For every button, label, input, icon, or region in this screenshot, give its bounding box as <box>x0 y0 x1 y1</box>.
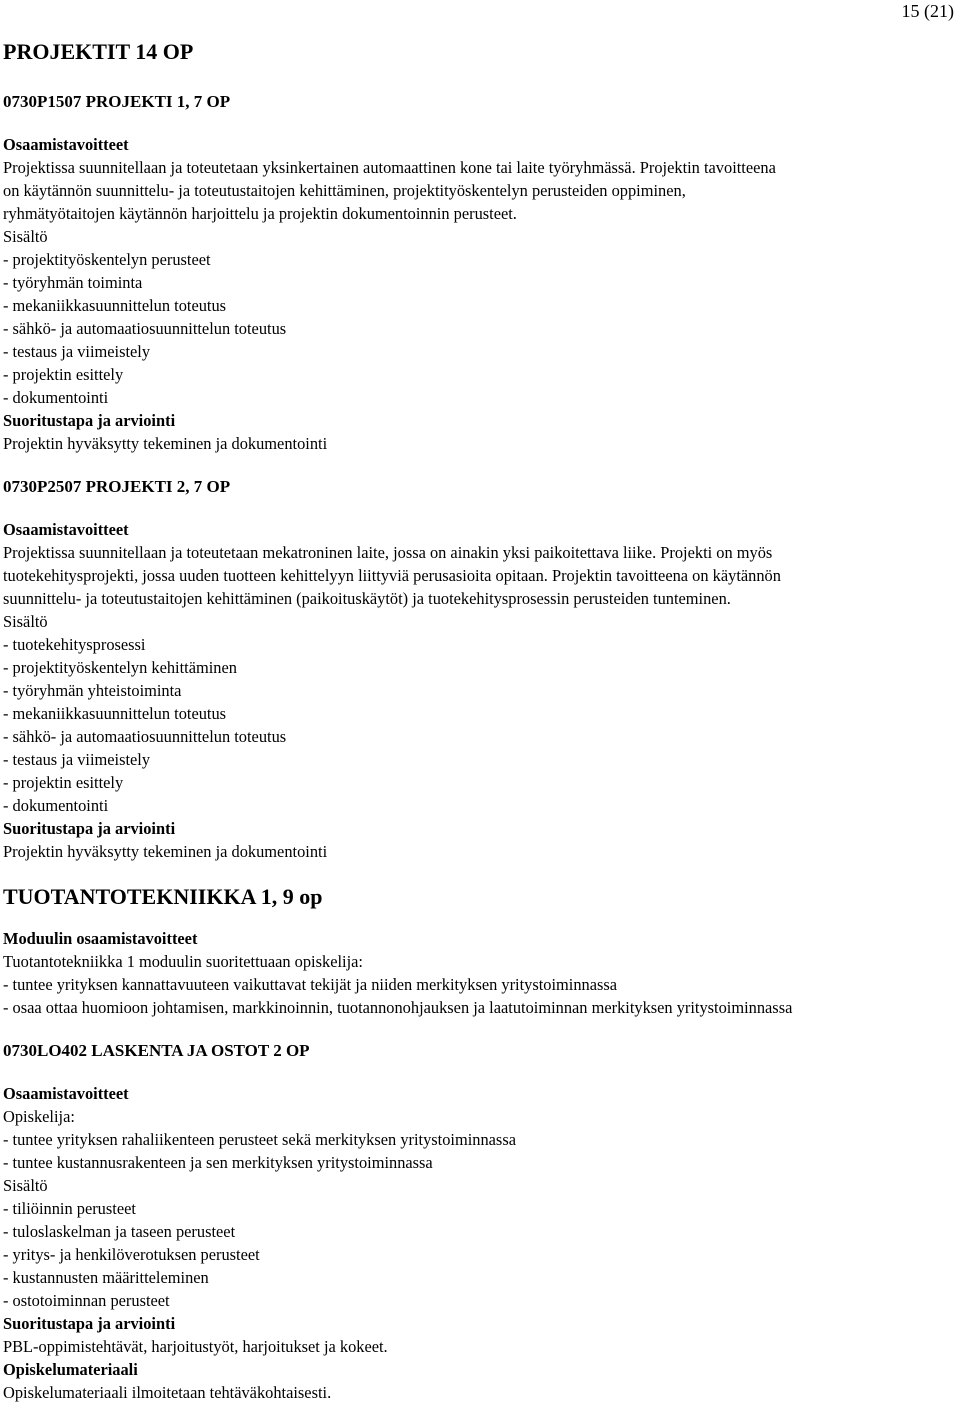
content-item: - testaus ja viimeistely <box>3 750 151 769</box>
assessment-label: Suoritustapa ja arviointi <box>3 411 176 430</box>
content-item: - sähkö- ja automaatiosuunnittelun toteutus <box>3 727 287 746</box>
goals-label: Osaamistavoitteet <box>3 1084 129 1103</box>
goals-label: Osaamistavoitteet <box>3 135 129 154</box>
module-heading: 0730P2507 PROJEKTI 2, 7 OP <box>3 477 231 496</box>
goals-line: ryhmätyötaitojen käytännön harjoittelu ja projektin dokumentoinnin perusteet. <box>3 204 517 223</box>
assessment-label: Suoritustapa ja arviointi <box>3 1314 176 1333</box>
content-item: - tuotekehitysprosessi <box>3 635 146 654</box>
content-item: - yritys- ja henkilöverotuksen perusteet <box>3 1245 260 1264</box>
goals-line: suunnittelu- ja toteutustaitojen kehittäminen (paikoituskäytöt) ja tuotekehitysprosessin perusteiden tunteminen. <box>3 589 731 608</box>
content-item: - kustannusten määritteleminen <box>3 1268 209 1287</box>
module-projekti-1 <box>3 90 957 455</box>
module-goals-item: - tuntee yrityksen kannattavuuteen vaikuttavat tekijät ja niiden merkityksen yritystoiminnassa <box>3 975 618 994</box>
content-item: - projektityöskentelyn perusteet <box>3 250 211 269</box>
page-title: PROJEKTIT 14 OP <box>3 39 194 64</box>
goals-line: tuotekehitysprojekti, jossa uuden tuotteen kehittelyyn liittyviä perusasioita opitaan. Projektin tavoitteena on käytännön <box>3 566 781 585</box>
content-item: - tuloslaskelman ja taseen perusteet <box>3 1222 236 1241</box>
goals-label: Osaamistavoitteet <box>3 520 129 539</box>
assessment-text: Projektin hyväksytty tekeminen ja dokumentointi <box>3 434 328 453</box>
assessment-text: Projektin hyväksytty tekeminen ja dokumentointi <box>3 842 328 861</box>
content-label: Sisältö <box>3 227 48 246</box>
content-item: - testaus ja viimeistely <box>3 342 151 361</box>
content-item: - ostotoiminnan perusteet <box>3 1291 170 1310</box>
materials-text: Opiskelumateriaali ilmoitetaan tehtäväkohtaisesti. <box>3 1383 332 1402</box>
goals-line: Projektissa suunnitellaan ja toteutetaan mekatroninen laite, jossa on ainakin yksi paikoitettava liike. Projekti on myös <box>3 543 773 562</box>
section-title: TUOTANTOTEKNIIKKA 1, 9 op <box>3 884 323 909</box>
section-tuotantotekniikka-1 <box>3 883 957 1019</box>
content-item: - projektin esittely <box>3 365 124 384</box>
module-goals-label: Moduulin osaamistavoitteet <box>3 929 198 948</box>
content-item: - projektityöskentelyn kehittäminen <box>3 658 237 677</box>
content-item: - sähkö- ja automaatiosuunnittelun toteutus <box>3 319 287 338</box>
content-item: - dokumentointi <box>3 796 109 815</box>
goals-line: on käytännön suunnittelu- ja toteutustaitojen kehittäminen, projektityöskentelyn perusteiden oppiminen, <box>3 181 686 200</box>
content-label: Sisältö <box>3 612 48 631</box>
goals-intro: Opiskelija: <box>3 1107 75 1126</box>
module-heading: 0730P1507 PROJEKTI 1, 7 OP <box>3 92 231 111</box>
goals-line: Projektissa suunnitellaan ja toteutetaan yksinkertainen automaattinen kone tai laite työryhmässä. Projektin tavoitteena <box>3 158 776 177</box>
page-number: 15 (21) <box>901 1 954 21</box>
content-item: - mekaniikkasuunnittelun toteutus <box>3 296 227 315</box>
goals-item: - tuntee yrityksen rahaliikenteen perusteet sekä merkityksen yritystoiminnassa <box>3 1130 516 1149</box>
module-heading: 0730LO402 LASKENTA JA OSTOT 2 OP <box>3 1041 310 1060</box>
module-projekti-2 <box>3 475 957 863</box>
content-item: - tiliöinnin perusteet <box>3 1199 136 1218</box>
content-item: - projektin esittely <box>3 773 124 792</box>
module-goals-item: - osaa ottaa huomioon johtamisen, markkinoinnin, tuotannonohjauksen ja laatutoiminnan merkityksen yritystoiminnassa <box>3 998 793 1017</box>
content-item: - työryhmän toiminta <box>3 273 143 292</box>
module-goals-intro: Tuotantotekniikka 1 moduulin suoritettuaan opiskelija: <box>3 952 363 971</box>
content-item: - mekaniikkasuunnittelun toteutus <box>3 704 227 723</box>
materials-label: Opiskelumateriaali <box>3 1360 138 1379</box>
module-laskenta-ja-ostot <box>3 1039 957 1404</box>
content-item: - työryhmän yhteistoiminta <box>3 681 182 700</box>
assessment-label: Suoritustapa ja arviointi <box>3 819 176 838</box>
content-item: - dokumentointi <box>3 388 109 407</box>
goals-item: - tuntee kustannusrakenteen ja sen merkityksen yritystoiminnassa <box>3 1153 433 1172</box>
content-label: Sisältö <box>3 1176 48 1195</box>
assessment-text: PBL-oppimistehtävät, harjoitustyöt, harjoitukset ja kokeet. <box>3 1337 388 1356</box>
page-content <box>3 38 957 1404</box>
